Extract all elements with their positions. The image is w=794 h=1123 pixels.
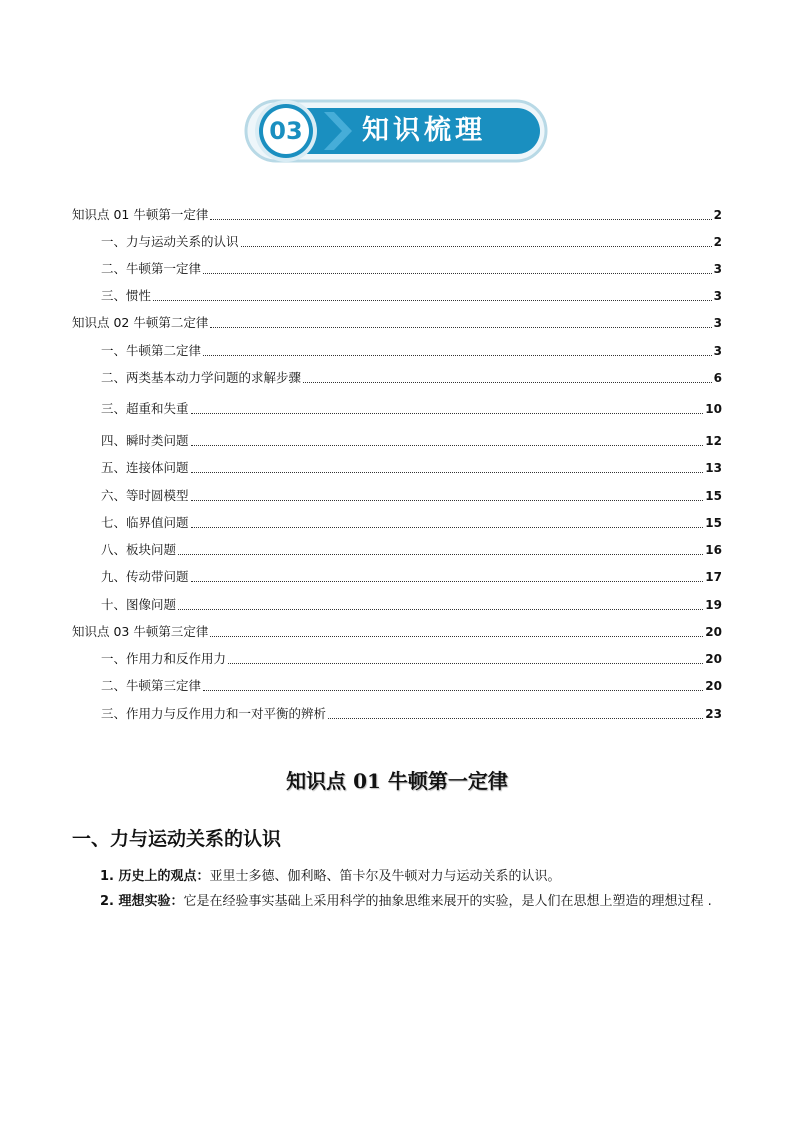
paragraph-text: 它是在经验事实基础上采用科学的抽象思维来展开的实验，是人们在思想上塑造的理想过程 . xyxy=(183,894,712,909)
paragraph xyxy=(72,889,722,915)
toc-entry-text: 三、作用力与反作用力和一对平衡的辨析 xyxy=(101,706,327,721)
toc-entry-text: 二、牛顿第三定律 xyxy=(101,678,202,693)
paragraph-label: 2. 理想实验： xyxy=(100,894,184,909)
toc-entry[interactable] xyxy=(72,312,722,334)
toc-entry-text: 四、瞬时类问题 xyxy=(101,433,189,448)
toc-leader xyxy=(191,412,704,414)
toc-leader xyxy=(178,553,703,555)
toc-entry-page: 2 xyxy=(713,208,722,222)
toc-entry[interactable] xyxy=(72,258,722,280)
paragraph-text: 亚里士多德、伽利略、笛卡尔及牛顿对力与运动关系的认识。 xyxy=(209,869,561,884)
toc-leader xyxy=(210,326,711,328)
toc-entry-page: 19 xyxy=(705,598,722,612)
toc-leader xyxy=(303,381,712,383)
toc-entry[interactable] xyxy=(72,430,722,452)
toc-entry-text: 知识点 02 牛顿第二定律 xyxy=(72,315,209,330)
toc-entry-text: 二、两类基本动力学问题的求解步骤 xyxy=(101,370,302,385)
toc-entry-page: 3 xyxy=(713,262,722,276)
toc-entry-text: 三、惯性 xyxy=(101,288,152,303)
toc-leader xyxy=(203,689,703,691)
toc-entry[interactable] xyxy=(72,594,722,616)
toc-entry-page: 2 xyxy=(713,235,722,249)
toc-entry-page: 15 xyxy=(705,489,722,503)
toc-entry-page: 16 xyxy=(705,543,722,557)
toc-entry[interactable] xyxy=(72,204,722,226)
toc-leader xyxy=(153,299,712,301)
toc-entry-text: 八、板块问题 xyxy=(101,542,177,557)
toc-leader xyxy=(210,635,703,637)
toc-entry-text: 九、传动带问题 xyxy=(101,569,189,584)
toc-entry-text: 五、连接体问题 xyxy=(101,460,189,475)
toc-entry-text: 知识点 03 牛顿第三定律 xyxy=(72,624,209,639)
toc-entry-text: 一、力与运动关系的认识 xyxy=(101,234,239,249)
toc-leader xyxy=(241,245,712,247)
toc-entry[interactable] xyxy=(72,285,722,307)
toc-entry[interactable] xyxy=(72,675,722,697)
toc-entry-text: 六、等时圆模型 xyxy=(101,488,189,503)
banner-title: 知识梳理 xyxy=(362,115,486,146)
toc-leader xyxy=(191,526,704,528)
toc-entry-page: 3 xyxy=(713,344,722,358)
toc-entry[interactable] xyxy=(72,566,722,588)
toc-entry-page: 17 xyxy=(705,570,722,584)
paragraph-label: 1. 历史上的观点： xyxy=(100,869,210,884)
toc-entry[interactable] xyxy=(72,703,722,725)
toc-entry-text: 一、牛顿第二定律 xyxy=(101,343,202,358)
toc-entry-text: 一、作用力和反作用力 xyxy=(101,651,227,666)
toc-leader xyxy=(191,471,704,473)
toc-leader xyxy=(203,272,712,274)
toc-entry-page: 6 xyxy=(713,371,722,385)
toc-entry-text: 二、牛顿第一定律 xyxy=(101,261,202,276)
toc-leader xyxy=(203,354,712,356)
toc-entry[interactable] xyxy=(72,398,722,420)
toc-entry[interactable] xyxy=(72,648,722,670)
subsection-heading: 一、力与运动关系的认识 xyxy=(72,828,282,850)
toc-leader xyxy=(178,608,703,610)
toc-entry-page: 10 xyxy=(705,402,722,416)
section-heading: 知识点 01 牛顿第一定律 xyxy=(286,769,508,793)
toc-entry[interactable] xyxy=(72,512,722,534)
toc-entry-page: 20 xyxy=(705,652,722,666)
toc-entry[interactable] xyxy=(72,367,722,389)
toc-leader xyxy=(191,444,704,446)
toc-entry-text: 十、图像问题 xyxy=(101,597,177,612)
toc-entry[interactable] xyxy=(72,231,722,253)
toc-entry[interactable] xyxy=(72,457,722,479)
toc-entry[interactable] xyxy=(72,340,722,362)
toc-entry-text: 三、超重和失重 xyxy=(101,401,189,416)
toc-entry-page: 13 xyxy=(705,461,722,475)
toc-entry-page: 20 xyxy=(705,625,722,639)
toc-leader xyxy=(191,580,704,582)
toc-leader xyxy=(328,717,703,719)
toc-entry-text: 知识点 01 牛顿第一定律 xyxy=(72,207,209,222)
section-banner xyxy=(244,98,548,164)
toc-entry-page: 12 xyxy=(705,434,722,448)
toc-entry[interactable] xyxy=(72,539,722,561)
toc-leader xyxy=(210,218,711,220)
toc-entry-page: 23 xyxy=(705,707,722,721)
toc-entry-page: 3 xyxy=(713,289,722,303)
banner-number: 03 xyxy=(269,117,303,145)
toc-entry-page: 3 xyxy=(713,316,722,330)
toc-entry-page: 20 xyxy=(705,679,722,693)
toc-entry-text: 七、临界值问题 xyxy=(101,515,189,530)
toc-entry-page: 15 xyxy=(705,516,722,530)
toc-entry[interactable] xyxy=(72,621,722,643)
toc-leader xyxy=(191,499,704,501)
toc-entry[interactable] xyxy=(72,485,722,507)
paragraph xyxy=(72,864,722,890)
toc-leader xyxy=(228,662,703,664)
